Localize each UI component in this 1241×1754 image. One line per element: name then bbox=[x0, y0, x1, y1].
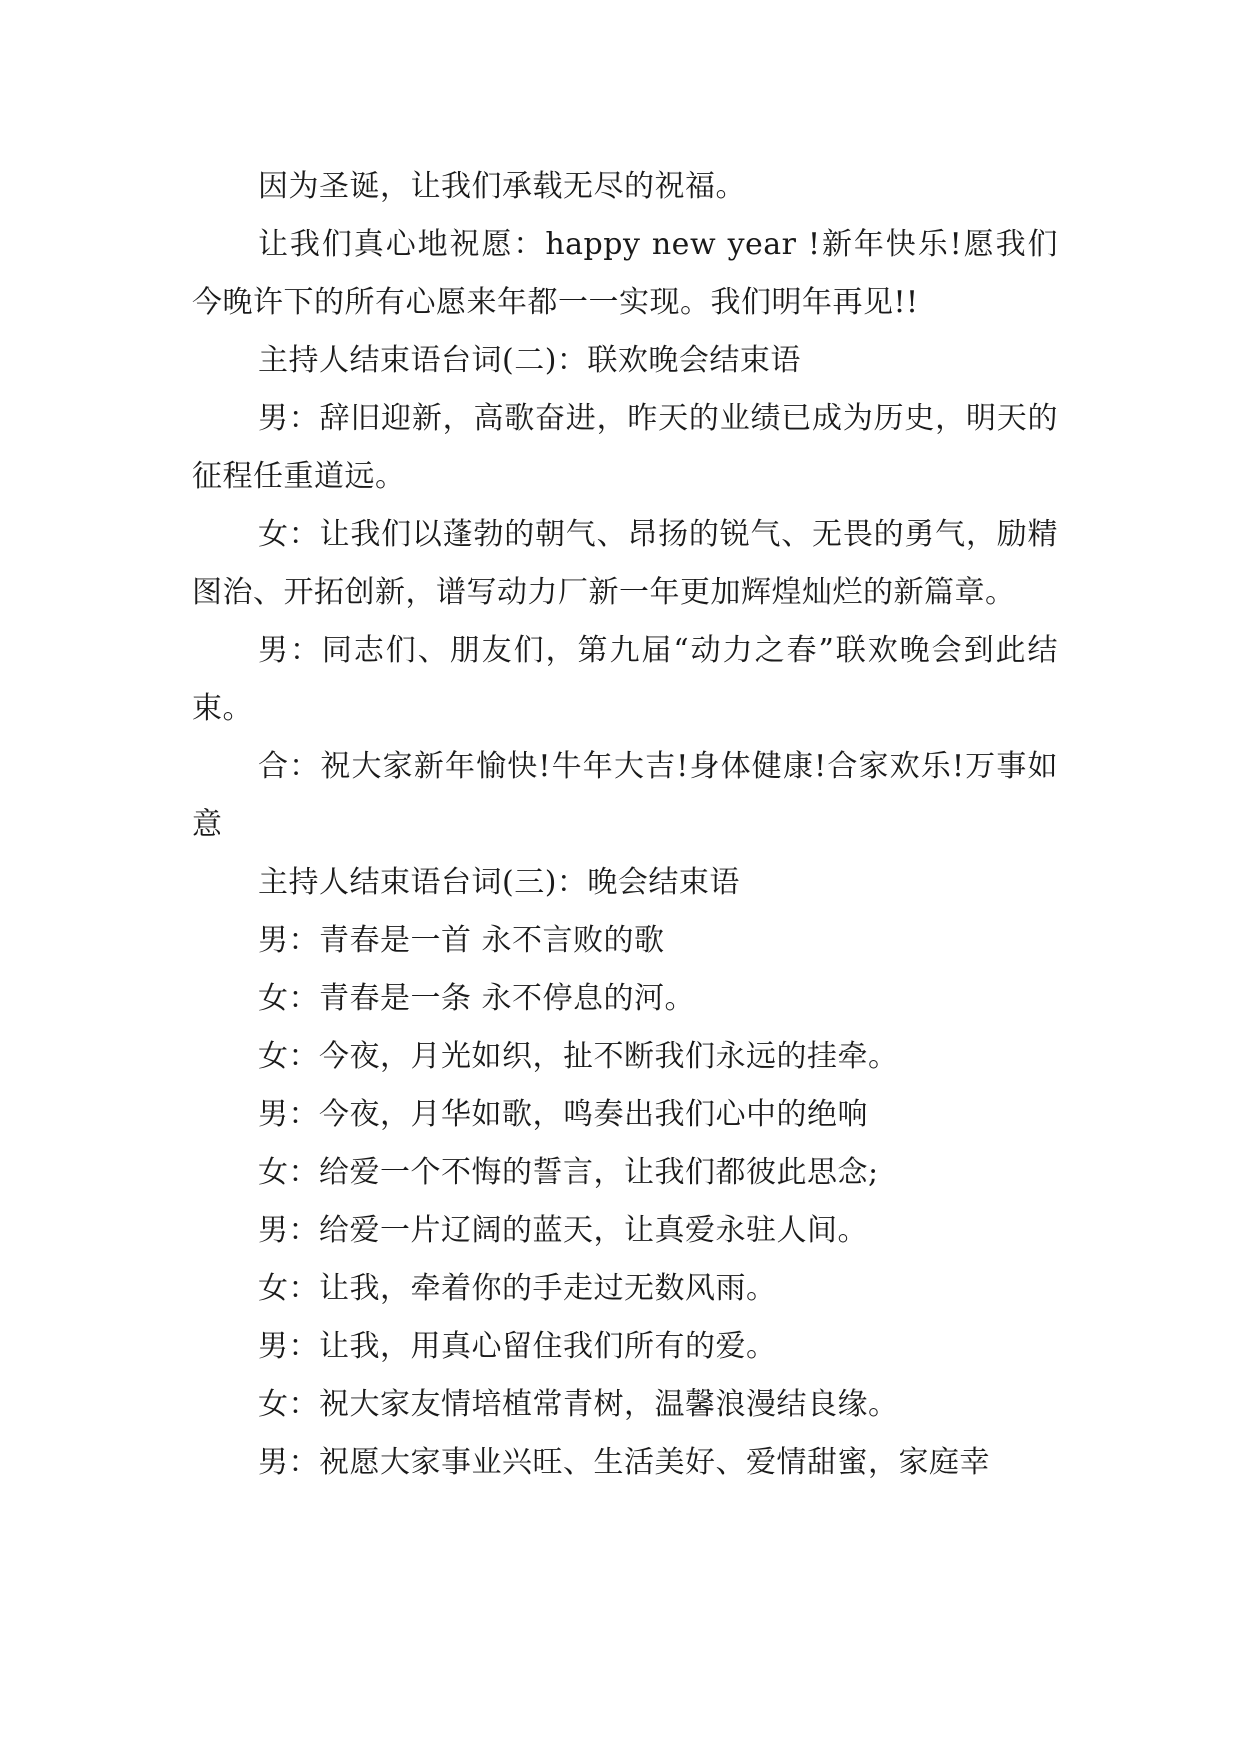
paragraph-12: 男：今夜，月华如歌，鸣奏出我们心中的绝响 bbox=[258, 1097, 868, 1132]
paragraph-17: 女：祝大家友情培植常青树，温馨浪漫结良缘。 bbox=[258, 1387, 899, 1422]
document-body bbox=[192, 158, 1058, 1492]
paragraph-5: 女：让我们以蓬勃的朝气、昂扬的锐气、无畏的勇气，励精图治、开拓创新，谱写动力厂新一年更加辉煌灿烂的新篇章。 bbox=[192, 517, 1058, 610]
paragraph-4: 男：辞旧迎新，高歌奋进，昨天的业绩已成为历史，明天的征程任重道远。 bbox=[192, 401, 1058, 494]
paragraph-1: 因为圣诞，让我们承载无尽的祝福。 bbox=[258, 169, 746, 204]
paragraph-10: 女：青春是一条 永不停息的河。 bbox=[258, 981, 696, 1016]
paragraph-15: 女：让我，牵着你的手走过无数风雨。 bbox=[258, 1271, 777, 1306]
paragraph-7: 合：祝大家新年愉快!牛年大吉!身体健康!合家欢乐!万事如意 bbox=[192, 749, 1058, 842]
paragraph-16: 男：让我，用真心留住我们所有的爱。 bbox=[258, 1329, 777, 1364]
paragraph-11: 女：今夜，月光如织，扯不断我们永远的挂牵。 bbox=[258, 1039, 899, 1074]
paragraph-14: 男：给爱一片辽阔的蓝天，让真爱永驻人间。 bbox=[258, 1213, 868, 1248]
paragraph-9: 男：青春是一首 永不言败的歌 bbox=[258, 923, 665, 958]
section-heading-3: 主持人结束语台词(三)：晚会结束语 bbox=[258, 865, 740, 900]
paragraph-13: 女：给爱一个不悔的誓言，让我们都彼此思念; bbox=[258, 1155, 879, 1190]
paragraph-6: 男：同志们、朋友们，第九届“动力之春”联欢晚会到此结束。 bbox=[192, 633, 1058, 726]
paragraph-2: 让我们真心地祝愿：happy new year !新年快乐!愿我们今晚许下的所有心愿来年都一一实现。我们明年再见!! bbox=[192, 227, 1058, 320]
section-heading-2: 主持人结束语台词(二)：联欢晚会结束语 bbox=[258, 343, 801, 378]
paragraph-18: 男：祝愿大家事业兴旺、生活美好、爱情甜蜜，家庭幸 bbox=[258, 1445, 990, 1480]
